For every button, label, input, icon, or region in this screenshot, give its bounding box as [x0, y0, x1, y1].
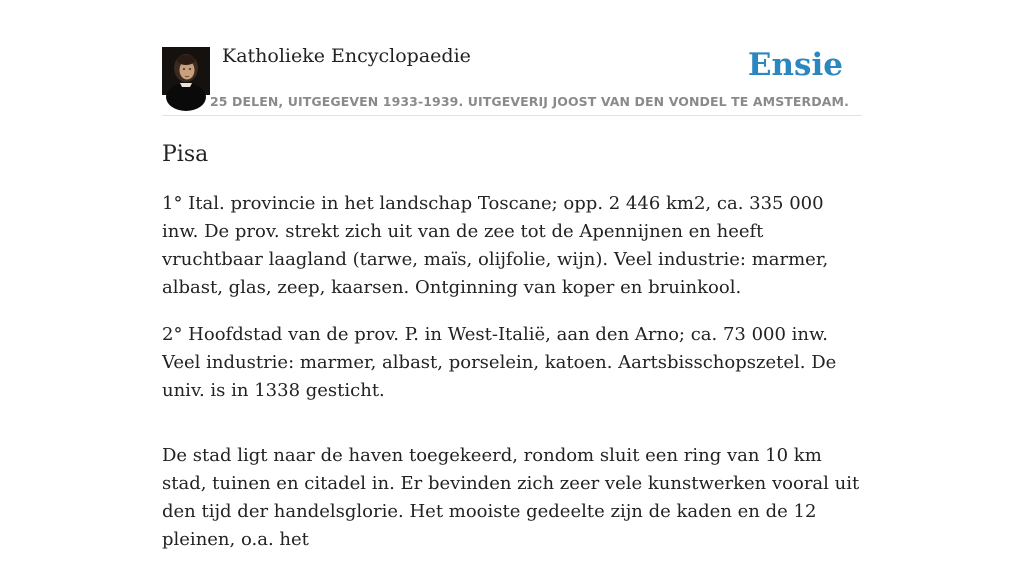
header	[162, 0, 862, 116]
article-paragraph-2: 2° Hoofdstad van de prov. P. in West-Italië, aan den Arno; ca. 73 000 inw. Veel industrie: marmer, albast, porselein, katoen. Aartsbisschopszetel. De univ. is in 1338 gesticht.	[162, 324, 837, 401]
portrait-avatar-graphic	[162, 47, 210, 95]
ensie-brand-logo[interactable]: Ensie	[747, 47, 843, 83]
article-title: Pisa	[162, 142, 209, 167]
article-content	[162, 190, 862, 554]
site-title-link[interactable]: Katholieke Encyclopaedie	[222, 45, 471, 67]
source-subtitle: 25 DELEN, UITGEGEVEN 1933-1939. UITGEVERIJ JOOST VAN DEN VONDEL TE AMSTERDAM.	[210, 94, 849, 109]
article-paragraph-1: 1° Ital. provincie in het landschap Toscane; opp. 2 446 km2, ca. 335 000 inw. De prov. strekt zich uit van de zee tot de Apennijnen en heeft vruchtbaar laagland (tarwe, maïs, olijfolie, wijn). Veel industrie: marmer, albast, glas, zeep, kaarsen. Ontginning van koper en bruinkool.	[162, 193, 829, 298]
portrait-avatar-icon[interactable]	[162, 47, 210, 95]
main-container	[162, 0, 862, 573]
article-paragraph-3: De stad ligt naar de haven toegekeerd, rondom sluit een ring van 10 km stad, tuinen en citadel in. Er bevinden zich zeer vele kunstwerken vooral uit den tijd der handelsglorie. Het mooiste gedeelte zijn de kaden en de 12 pleinen, o.a. het	[162, 445, 860, 550]
